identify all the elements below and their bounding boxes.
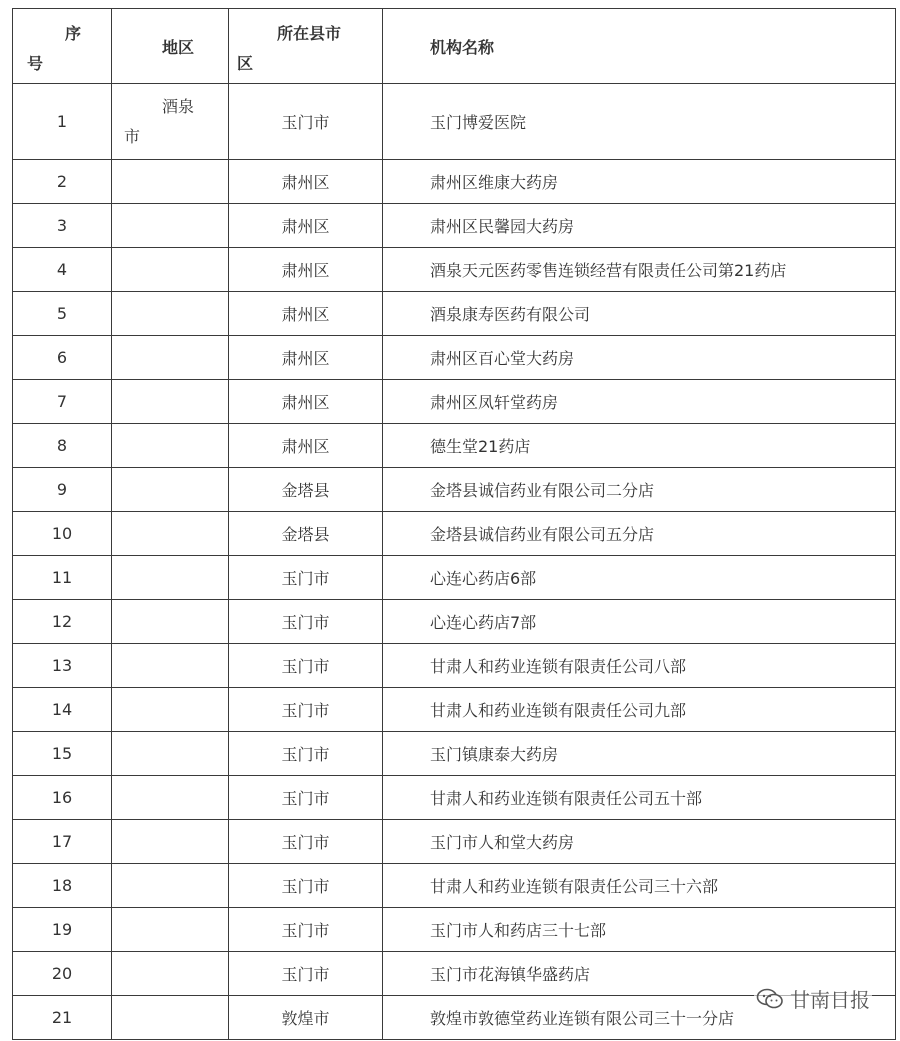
row-county: 肃州区: [229, 292, 383, 336]
row-org: 肃州区凤轩堂药房: [383, 380, 896, 424]
row-region: [112, 380, 229, 424]
table-row: [13, 864, 896, 908]
row-county: 肃州区: [229, 424, 383, 468]
row-org: 甘肃人和药业连锁有限责任公司五十部: [383, 776, 896, 820]
row-county: 玉门市: [229, 820, 383, 864]
row-number: 6: [13, 336, 112, 380]
row-region: [112, 908, 229, 952]
row-number: 9: [13, 468, 112, 512]
row-county: 玉门市: [229, 644, 383, 688]
header-org: [383, 9, 896, 84]
header-seq: [13, 9, 112, 84]
table-row: [13, 600, 896, 644]
table-row: [13, 204, 896, 248]
row-number: 1: [13, 84, 112, 160]
table-row: [13, 84, 896, 160]
row-region: [112, 336, 229, 380]
row-number: 13: [13, 644, 112, 688]
row-county: 玉门市: [229, 864, 383, 908]
row-org: 甘肃人和药业连锁有限责任公司八部: [383, 644, 896, 688]
row-county: 玉门市: [229, 556, 383, 600]
row-org: 金塔县诚信药业有限公司五分店: [383, 512, 896, 556]
table-row: [13, 556, 896, 600]
row-org: 玉门市人和药店三十七部: [383, 908, 896, 952]
row-number: 17: [13, 820, 112, 864]
row-number: 8: [13, 424, 112, 468]
row-number: 3: [13, 204, 112, 248]
row-region: [112, 512, 229, 556]
row-region: [112, 468, 229, 512]
header-county-bottom: 区: [237, 54, 254, 73]
watermark-text: 甘南日报: [790, 988, 870, 1012]
watermark: [754, 984, 872, 1013]
row-region: [112, 688, 229, 732]
row-org: 德生堂21药店: [383, 424, 896, 468]
header-org-label: 机构名称: [430, 38, 495, 57]
table-row: [13, 336, 896, 380]
header-county: [229, 9, 383, 84]
pharmacy-table: [12, 8, 896, 1040]
row-region: [112, 556, 229, 600]
row-region: [112, 160, 229, 204]
row-region: [112, 292, 229, 336]
row-number: 4: [13, 248, 112, 292]
row-county: 肃州区: [229, 380, 383, 424]
table-row: [13, 820, 896, 864]
row-org: 玉门市人和堂大药房: [383, 820, 896, 864]
table-row: [13, 468, 896, 512]
row-org: 心连心药店6部: [383, 556, 896, 600]
table-row: [13, 732, 896, 776]
row-number: 15: [13, 732, 112, 776]
region-name-top: 酒泉: [162, 97, 195, 116]
table-row: [13, 292, 896, 336]
row-county: 金塔县: [229, 468, 383, 512]
table-row: [13, 776, 896, 820]
table-row: [13, 908, 896, 952]
table-row: [13, 688, 896, 732]
row-county: 玉门市: [229, 908, 383, 952]
row-county: 玉门市: [229, 732, 383, 776]
row-county: 肃州区: [229, 248, 383, 292]
row-org: 玉门镇康泰大药房: [383, 732, 896, 776]
row-org: 甘肃人和药业连锁有限责任公司九部: [383, 688, 896, 732]
row-org: 玉门博爱医院: [383, 84, 896, 160]
row-org: 心连心药店7部: [383, 600, 896, 644]
row-number: 16: [13, 776, 112, 820]
row-org: 甘肃人和药业连锁有限责任公司三十六部: [383, 864, 896, 908]
row-number: 18: [13, 864, 112, 908]
row-number: 5: [13, 292, 112, 336]
row-county: 肃州区: [229, 160, 383, 204]
row-region: [112, 776, 229, 820]
row-county: 玉门市: [229, 688, 383, 732]
row-region: [112, 644, 229, 688]
row-org: 酒泉天元医药零售连锁经营有限责任公司第21药店: [383, 248, 896, 292]
row-county: 玉门市: [229, 952, 383, 996]
row-region: [112, 732, 229, 776]
row-org: 敦煌市敦德堂药业连锁有限公司三十一分店: [383, 996, 896, 1040]
wechat-icon: [756, 988, 784, 1010]
row-org: 肃州区民馨园大药房: [383, 204, 896, 248]
table-row: [13, 512, 896, 556]
row-county: 肃州区: [229, 336, 383, 380]
table-row: [13, 644, 896, 688]
table-row: [13, 160, 896, 204]
row-number: 7: [13, 380, 112, 424]
row-org: 肃州区维康大药房: [383, 160, 896, 204]
row-county: 肃州区: [229, 204, 383, 248]
row-region: [112, 600, 229, 644]
row-number: 21: [13, 996, 112, 1040]
row-number: 10: [13, 512, 112, 556]
row-region: [112, 952, 229, 996]
row-number: 19: [13, 908, 112, 952]
header-seq-top: 序: [65, 24, 82, 43]
row-number: 2: [13, 160, 112, 204]
table-row: [13, 424, 896, 468]
row-region: [112, 204, 229, 248]
header-region-label: 地区: [162, 38, 195, 57]
row-org: 玉门市花海镇华盛药店: [383, 952, 896, 996]
row-region: [112, 84, 229, 160]
region-name-bottom: 市: [124, 127, 141, 146]
header-seq-bottom: 号: [27, 54, 44, 73]
row-region: [112, 820, 229, 864]
header-region: [112, 9, 229, 84]
row-number: 12: [13, 600, 112, 644]
row-county: 玉门市: [229, 84, 383, 160]
row-number: 14: [13, 688, 112, 732]
row-number: 20: [13, 952, 112, 996]
row-county: 玉门市: [229, 600, 383, 644]
row-county: 金塔县: [229, 512, 383, 556]
row-org: 肃州区百心堂大药房: [383, 336, 896, 380]
row-county: 玉门市: [229, 776, 383, 820]
row-number: 11: [13, 556, 112, 600]
row-county: 敦煌市: [229, 996, 383, 1040]
row-org: 金塔县诚信药业有限公司二分店: [383, 468, 896, 512]
row-region: [112, 996, 229, 1040]
table-row: [13, 248, 896, 292]
table-row: [13, 380, 896, 424]
row-region: [112, 248, 229, 292]
table-header-row: [13, 9, 896, 84]
row-org: 酒泉康寿医药有限公司: [383, 292, 896, 336]
header-county-top: 所在县市: [277, 24, 342, 43]
row-region: [112, 864, 229, 908]
row-region: [112, 424, 229, 468]
